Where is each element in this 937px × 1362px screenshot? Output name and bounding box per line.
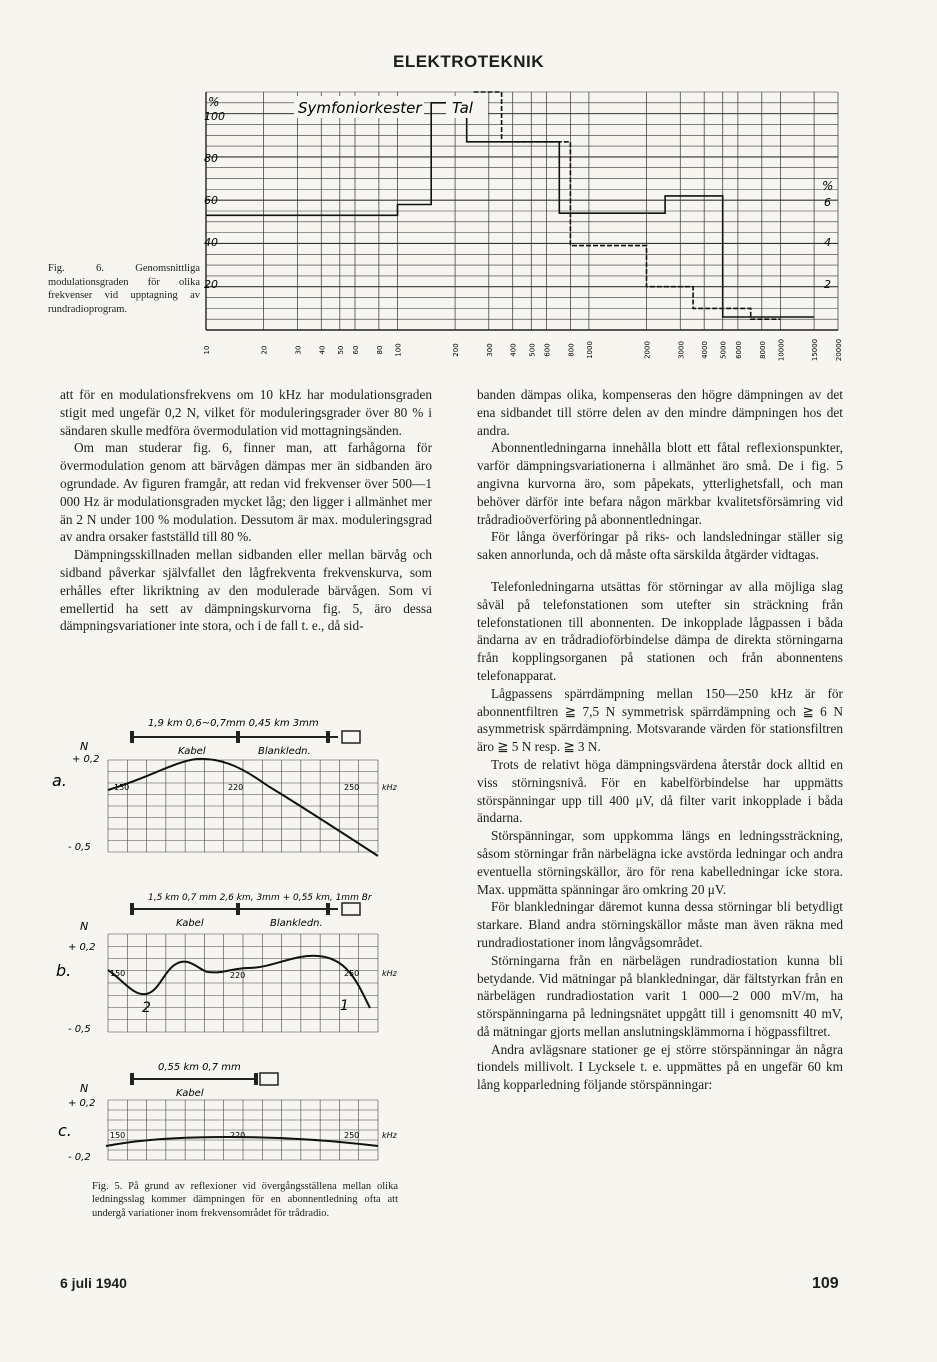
fig5-b-x150: 150 — [110, 969, 126, 978]
paragraph: banden dämpas olika, kompenseras den högre dämpningen av det ena sidbandet till större delen av den mindre dämpningen hos det andra. — [477, 387, 843, 438]
fig5-b-ytop: + 0,2 — [68, 942, 96, 953]
fig5-c-x250: 250 — [344, 1131, 360, 1140]
fig5-panel-b — [56, 893, 398, 1035]
fig6-xtick-label: 1000 — [585, 341, 594, 359]
fig5-a-x250: 250 — [344, 783, 360, 792]
fig5-a-distances: 1,9 km 0,6~0,7mm 0,45 km 3mm — [148, 718, 319, 729]
fig6-xtick-label: 500 — [528, 343, 537, 357]
fig6-grid — [206, 92, 838, 330]
fig5-b-letter: b. — [56, 961, 72, 980]
paragraph: Om man studerar fig. 6, finner man, att farhågorna för övermodulation genom att bärvågen dämpas mer än sidbanden äro ogrundade. Av figuren framgår, att redan vid frekvenser över 500—1 000 Hz är modulationsgraden mycket låg; den ligger i allmänhet mer än 2 N under 100 % modulation. Dessutom är max. moduleringsgrad av andra orsaker fastställd till 80 %. — [60, 440, 432, 545]
paragraph: Störspänningar, som uppkomma längs en ledningssträckning, såsom störningar från närbelägna icke avstörda ledningar och andra eventuella störningskällor, äro för rena kabelledningar icke stora. Max. uppmätta spänningar äro omkring 20 μV. — [477, 828, 843, 897]
fig6-rtick-2: 2 — [824, 278, 831, 291]
paragraph: Andra avlägsnare stationer ge ej större störspänningar än några tiondels millivolt. I Lycksele t. e. uppmättes på en ungefär 60 km lång kopparledning följande störspänningar: — [477, 1041, 843, 1093]
paragraph: Telefonledningarna utsättas för störningar av alla möjliga slag såväl på telefonstationen som utefter sin sträckning från telefonstationen till abonnenten. De inkopplade lågpassen i båda ändarna av en trådradioförbindelse dämpa de direkta störningarna från kopplingsorganen på stationen och från abonnentens telefonapparat. — [477, 578, 843, 683]
fig6-left-unit: % — [208, 95, 220, 109]
fig6-rtick-6: 6 — [824, 196, 831, 209]
fig6-xtick-label: 60 — [351, 345, 360, 355]
fig6-caption: Fig. 6. Genomsnittliga modulationsgraden för olika frekvenser vid upptagning av rundradioprogram. — [48, 263, 200, 315]
fig6-series-speech — [474, 92, 781, 319]
fig5-a-xunit: kHz — [382, 783, 397, 792]
fig5-c-xunit: kHz — [382, 1131, 397, 1140]
fig5-b-x220: 220 — [230, 971, 246, 980]
fig5-diagram — [48, 704, 408, 1174]
text-column-right — [477, 386, 843, 1094]
fig6-rtick-4: 4 — [824, 236, 831, 249]
fig6-ytick-80: 80 — [204, 152, 218, 165]
paragraph: Trots de relativt höga dämpningsvärdena återstår dock alltid en viss störningsnivå. För en kabelförbindelse har uppmätts störspänningar upp till 400 μV, då filter varit inkopplade i båda ändarna. — [477, 756, 843, 826]
fig6-xtick-label: 800 — [567, 343, 576, 357]
fig5-a-letter: a. — [52, 771, 67, 790]
fig6-ytick-60: 60 — [204, 194, 218, 207]
fig5-c-distances: 0,55 km 0,7 mm — [158, 1062, 241, 1073]
paragraph: För långa överföringar på riks- och landsledningar ställer sig saken annorlunda, och då måste ofta särskilda åtgärder vidtagas. — [477, 529, 843, 563]
fig6-xtick-label: 30 — [294, 345, 303, 355]
paragraph: Dämpningsskillnaden mellan sidbanden eller mellan bärvåg och sidband påverkar självfallet den lågfrekventa frekvenskurva, som erhålles efter likriktning av den modulerade bärvågen. Som vi emellertid ha sett av dämpningskurvorna fig. 5, äro dessa dämpningsvariationer inte stora, och i de fall t. e., då sid- — [60, 547, 432, 634]
fig6-xtick-label: 10000 — [777, 338, 786, 362]
fig6-xtick-label: 80 — [375, 345, 384, 355]
fig6-ytick-20: 20 — [204, 278, 218, 291]
text-column-left — [60, 386, 432, 635]
fig5-c-ybot: - 0,2 — [68, 1152, 91, 1163]
fig6-xtick-label: 10 — [203, 345, 211, 355]
paragraph: För blankledningar däremot kunna dessa störningar bli betydligt starkare. Bland andra störningskällor måste man även räkna med rundradiostationer inom långvågsområdet. — [477, 899, 843, 950]
fig6-xtick-label: 20000 — [835, 338, 843, 362]
fig5-caption: Fig. 5. På grund av reflexioner vid övergångsställena mellan olika ledningsslag kommer dämpningen för en abonnentledning ofta att undergå variationer inom frekvensområdet för trådradio. — [92, 1181, 398, 1219]
fig6-xtick-label: 8000 — [758, 341, 767, 359]
fig5-b-xunit: kHz — [382, 969, 397, 978]
fig6-xtick-label: 100 — [394, 343, 403, 357]
fig5-a-ybot: - 0,5 — [68, 842, 91, 853]
page-header: ELEKTROTEKNIK — [393, 52, 544, 71]
fig6-xtick-label: 20 — [260, 345, 269, 355]
fig5-c-seg-kabel: Kabel — [176, 1088, 204, 1099]
paragraph: Abonnentledningarna innehålla blott ett fåtal reflexionspunkter, varför dämpningsvariationerna i allmänhet äro små. De i fig. 5 angivna kurvorna äro, som påpekats, ytterlighetsfall, och man behöver därför inte befara någon märkbar kvalitetsförsämring vid trådradioöverföring på abonnentledningar. — [477, 440, 843, 527]
fig6-xtick-label: 40 — [318, 345, 327, 355]
fig5-a-yunit: N — [80, 740, 89, 753]
fig6-xtick-label: 200 — [452, 343, 461, 357]
paragraph: att för en modulationsfrekvens om 10 kHz har modulationsgraden stigit med ungefär 0,2 N, vilket för moduleringsgrader över 80 % i sändaren skulle medföra övermodulation vid mottagningsänden. — [60, 387, 432, 438]
fig6-xtick-label: 2000 — [643, 341, 652, 359]
fig5-b-distances: 1,5 km 0,7 mm 2,6 km, 3mm + 0,55 km, 1mm Br — [148, 893, 372, 903]
fig6-xtick-label: 300 — [485, 343, 494, 357]
fig5-a-seg-kabel: Kabel — [178, 746, 206, 757]
fig6-xtick-label: 400 — [509, 343, 518, 357]
fig5-c-yunit: N — [80, 1082, 89, 1095]
paragraph: Lågpassens spärrdämpning mellan 150—250 kHz är för abonnentfiltren ≧ 7,5 N symmetrisk spärrdämpning och ≧ 6 N asymmetrisk spärrdämpning. Motsvarande värden för stationsfiltren äro ≧ 5 N resp. ≧ 3 N. — [477, 685, 843, 755]
fig5-b-mark-1: 1 — [340, 998, 349, 1014]
fig6-label-symphony: Symfoniorkester — [298, 99, 422, 117]
fig5-panel-a — [52, 718, 398, 856]
fig5-b-ybot: - 0,5 — [68, 1024, 91, 1035]
fig5-a-seg-blank: Blankledn. — [258, 746, 311, 757]
fig5-c-x150: 150 — [110, 1131, 126, 1140]
fig5-panel-c — [58, 1062, 398, 1163]
fig6-x-ticks — [203, 339, 843, 361]
page-number: 109 — [812, 1275, 839, 1292]
fig6-chart — [198, 78, 848, 378]
fig6-xtick-label: 6000 — [734, 341, 743, 359]
fig6-ytick-40: 40 — [204, 236, 218, 249]
fig5-b-yunit: N — [80, 920, 89, 933]
fig5-b-x250: 250 — [344, 969, 360, 978]
fig6-xtick-label: 600 — [543, 343, 552, 357]
fig5-b-mark-2: 2 — [142, 1000, 151, 1016]
fig6-label-speech: Tal — [452, 99, 473, 117]
fig6-xtick-label: 4000 — [701, 341, 710, 359]
fig5-c-ytop: + 0,2 — [68, 1098, 96, 1109]
fig6-xtick-label: 50 — [336, 345, 345, 355]
fig5-a-x220: 220 — [228, 783, 244, 792]
footer-date: 6 juli 1940 — [60, 1275, 127, 1291]
paragraph: Störningarna från en närbelägen rundradiostation kunna bli betydande. Vid mätningar på blankledningar, där fältstyrkan från en närbelägen rundradiostation varit 1 000—2 000 mV/m, ha störspänningarna på ledningsnätet uppgått till i genomsnitt 40 mV, då mätningar gjorts mellan anslutningsklämmorna i högpassfiltret. — [477, 952, 843, 1039]
fig5-c-x220: 220 — [230, 1131, 246, 1140]
fig6-xtick-label: 5000 — [719, 341, 728, 359]
fig6-xtick-label: 15000 — [811, 338, 820, 362]
fig5-b-seg-kabel: Kabel — [176, 918, 204, 929]
fig5-a-x150: 150 — [114, 783, 130, 792]
fig6-right-unit: % — [822, 179, 834, 193]
fig6-ytick-100: 100 — [204, 110, 225, 123]
fig5-a-ytop: + 0,2 — [72, 754, 100, 765]
fig5-b-seg-blank: Blankledn. — [270, 918, 323, 929]
fig6-xtick-label: 3000 — [677, 341, 686, 359]
fig5-c-letter: c. — [58, 1121, 72, 1140]
